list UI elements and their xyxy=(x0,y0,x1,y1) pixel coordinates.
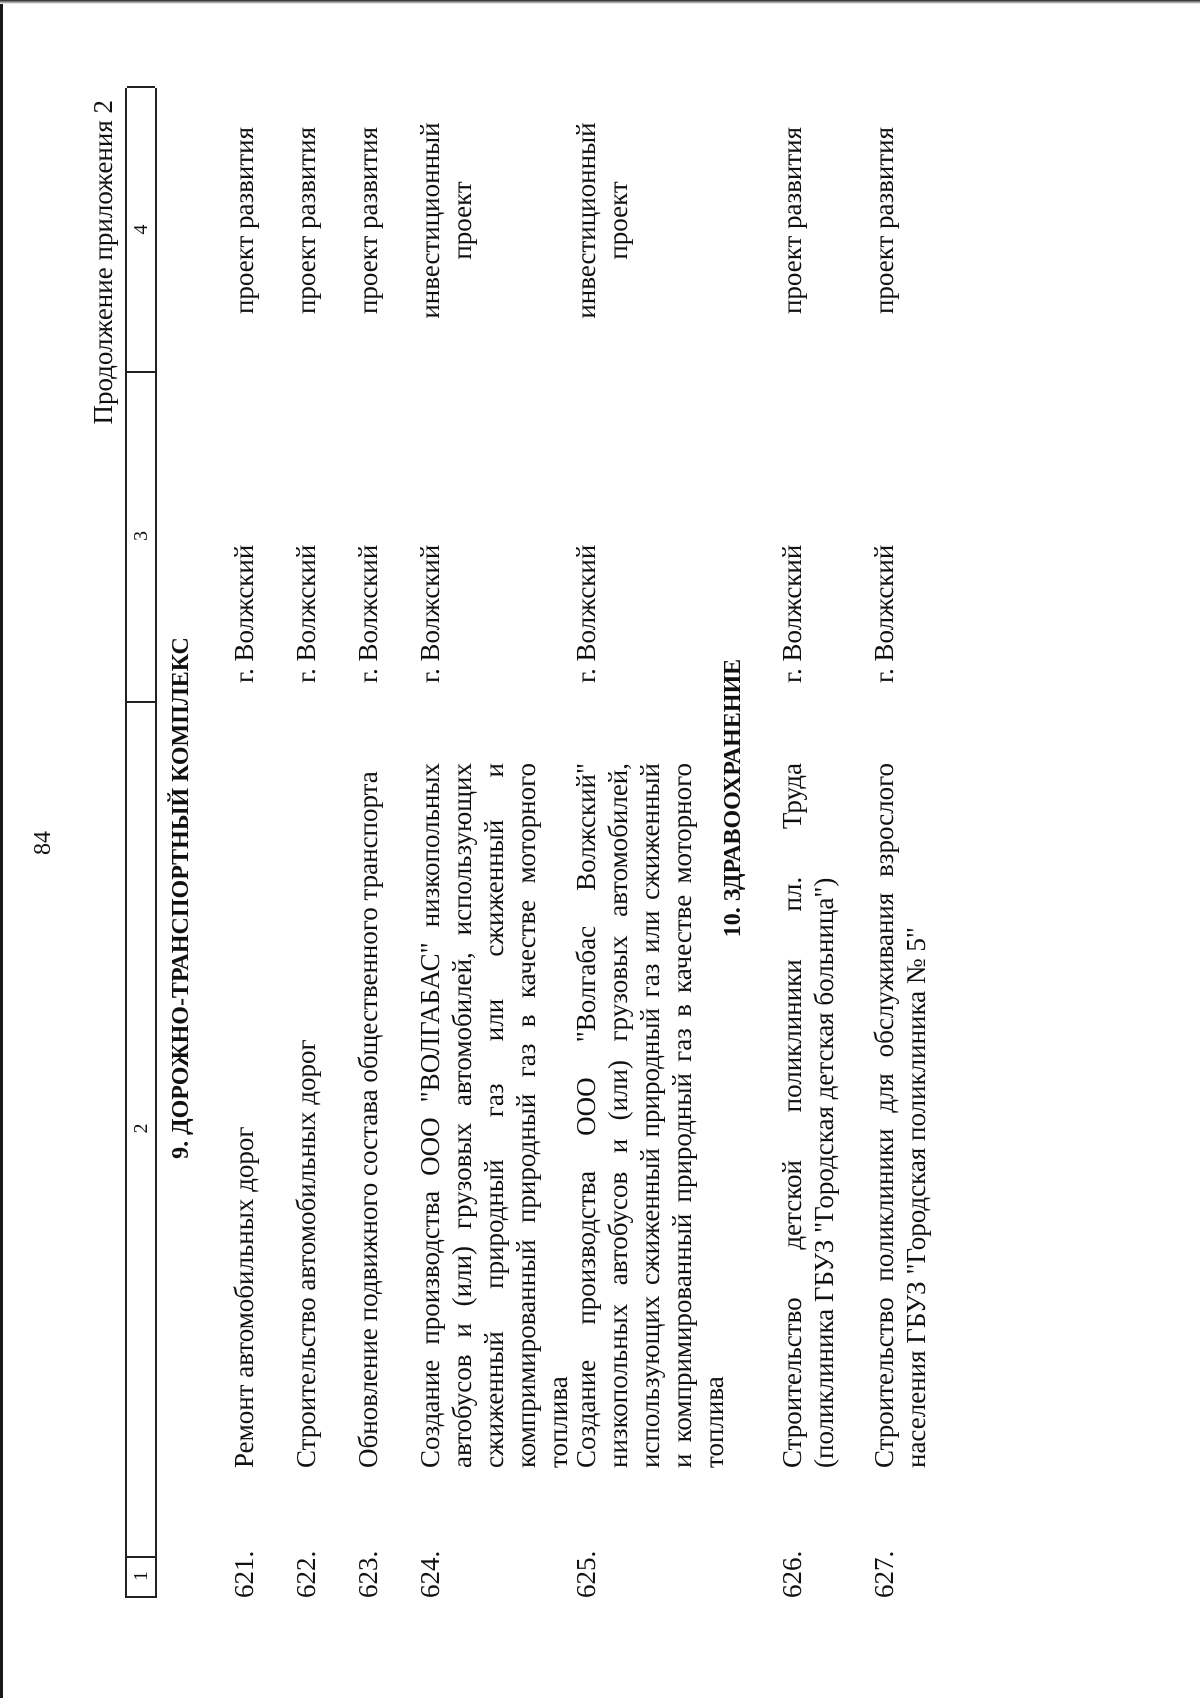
row-name: Строительство автомобильных дорог xyxy=(291,1039,321,1468)
row-place: г. Волжский xyxy=(777,544,807,683)
row-name: Ремонт автомобильных дорог xyxy=(229,1126,259,1468)
row-place: г. Волжский xyxy=(291,544,321,683)
row-place: г. Волжский xyxy=(571,544,601,683)
row-number: 626. xyxy=(777,1550,807,1598)
header-col-2: 2 xyxy=(127,701,155,1558)
row-type: проект развития xyxy=(777,126,807,315)
row-type: проект развития xyxy=(229,126,259,315)
row-number: 624. xyxy=(415,1550,445,1598)
row-number: 621. xyxy=(229,1550,259,1598)
header-col-3: 3 xyxy=(127,371,155,703)
row-type: проект развития xyxy=(291,126,321,315)
row-number: 627. xyxy=(869,1550,899,1598)
continuation-label: Продолжение приложения 2 xyxy=(88,100,118,425)
section-title-healthcare: 10. ЗДРАВООХРАНЕНИЕ xyxy=(720,658,746,938)
section-title-transport: 9. ДОРОЖНО-ТРАНСПОРТНЫЙ КОМПЛЕКС xyxy=(168,637,194,1159)
row-number: 625. xyxy=(571,1550,601,1598)
page-number: 84 xyxy=(30,831,56,855)
row-type: проект развития xyxy=(869,126,899,315)
row-name: Создание производства ООО "ВОЛГАБАС" низкопольных автобусов и (или) грузовых автомобилей, использующих сжиженный природный газ или сжиженный и компримированный природный газ в качестве моторного топлива xyxy=(415,763,573,1468)
row-type: инвестиционный проект xyxy=(571,122,633,319)
row-number: 623. xyxy=(353,1550,383,1598)
header-col-4: 4 xyxy=(127,86,155,373)
row-type: инвестиционный проект xyxy=(415,122,477,319)
row-type: проект развития xyxy=(353,126,383,315)
row-name: Строительство поликлиники для обслуживания взрослого населения ГБУЗ "Городская поликлиника № 5" xyxy=(869,763,931,1468)
row-place: г. Волжский xyxy=(353,544,383,683)
header-col-1: 1 xyxy=(127,1556,155,1598)
row-name: Обновление подвижного состава общественного транспорта xyxy=(353,771,383,1468)
row-name: Строительство детской поликлиники пл. Труда (поликлиника ГБУЗ "Городская детская больница") xyxy=(777,763,839,1468)
row-place: г. Волжский xyxy=(869,544,899,683)
row-place: г. Волжский xyxy=(415,544,445,683)
row-name: Создание производства ООО "Волгабас Волжский" низкопольных автобусов и (или) грузовых автомобилей, использующих сжиженный природный газ или сжиженный и компримированный природный газ в качестве моторного топлива xyxy=(571,763,729,1468)
row-place: г. Волжский xyxy=(229,544,259,683)
table-header xyxy=(125,88,157,1598)
row-number: 622. xyxy=(291,1550,321,1598)
